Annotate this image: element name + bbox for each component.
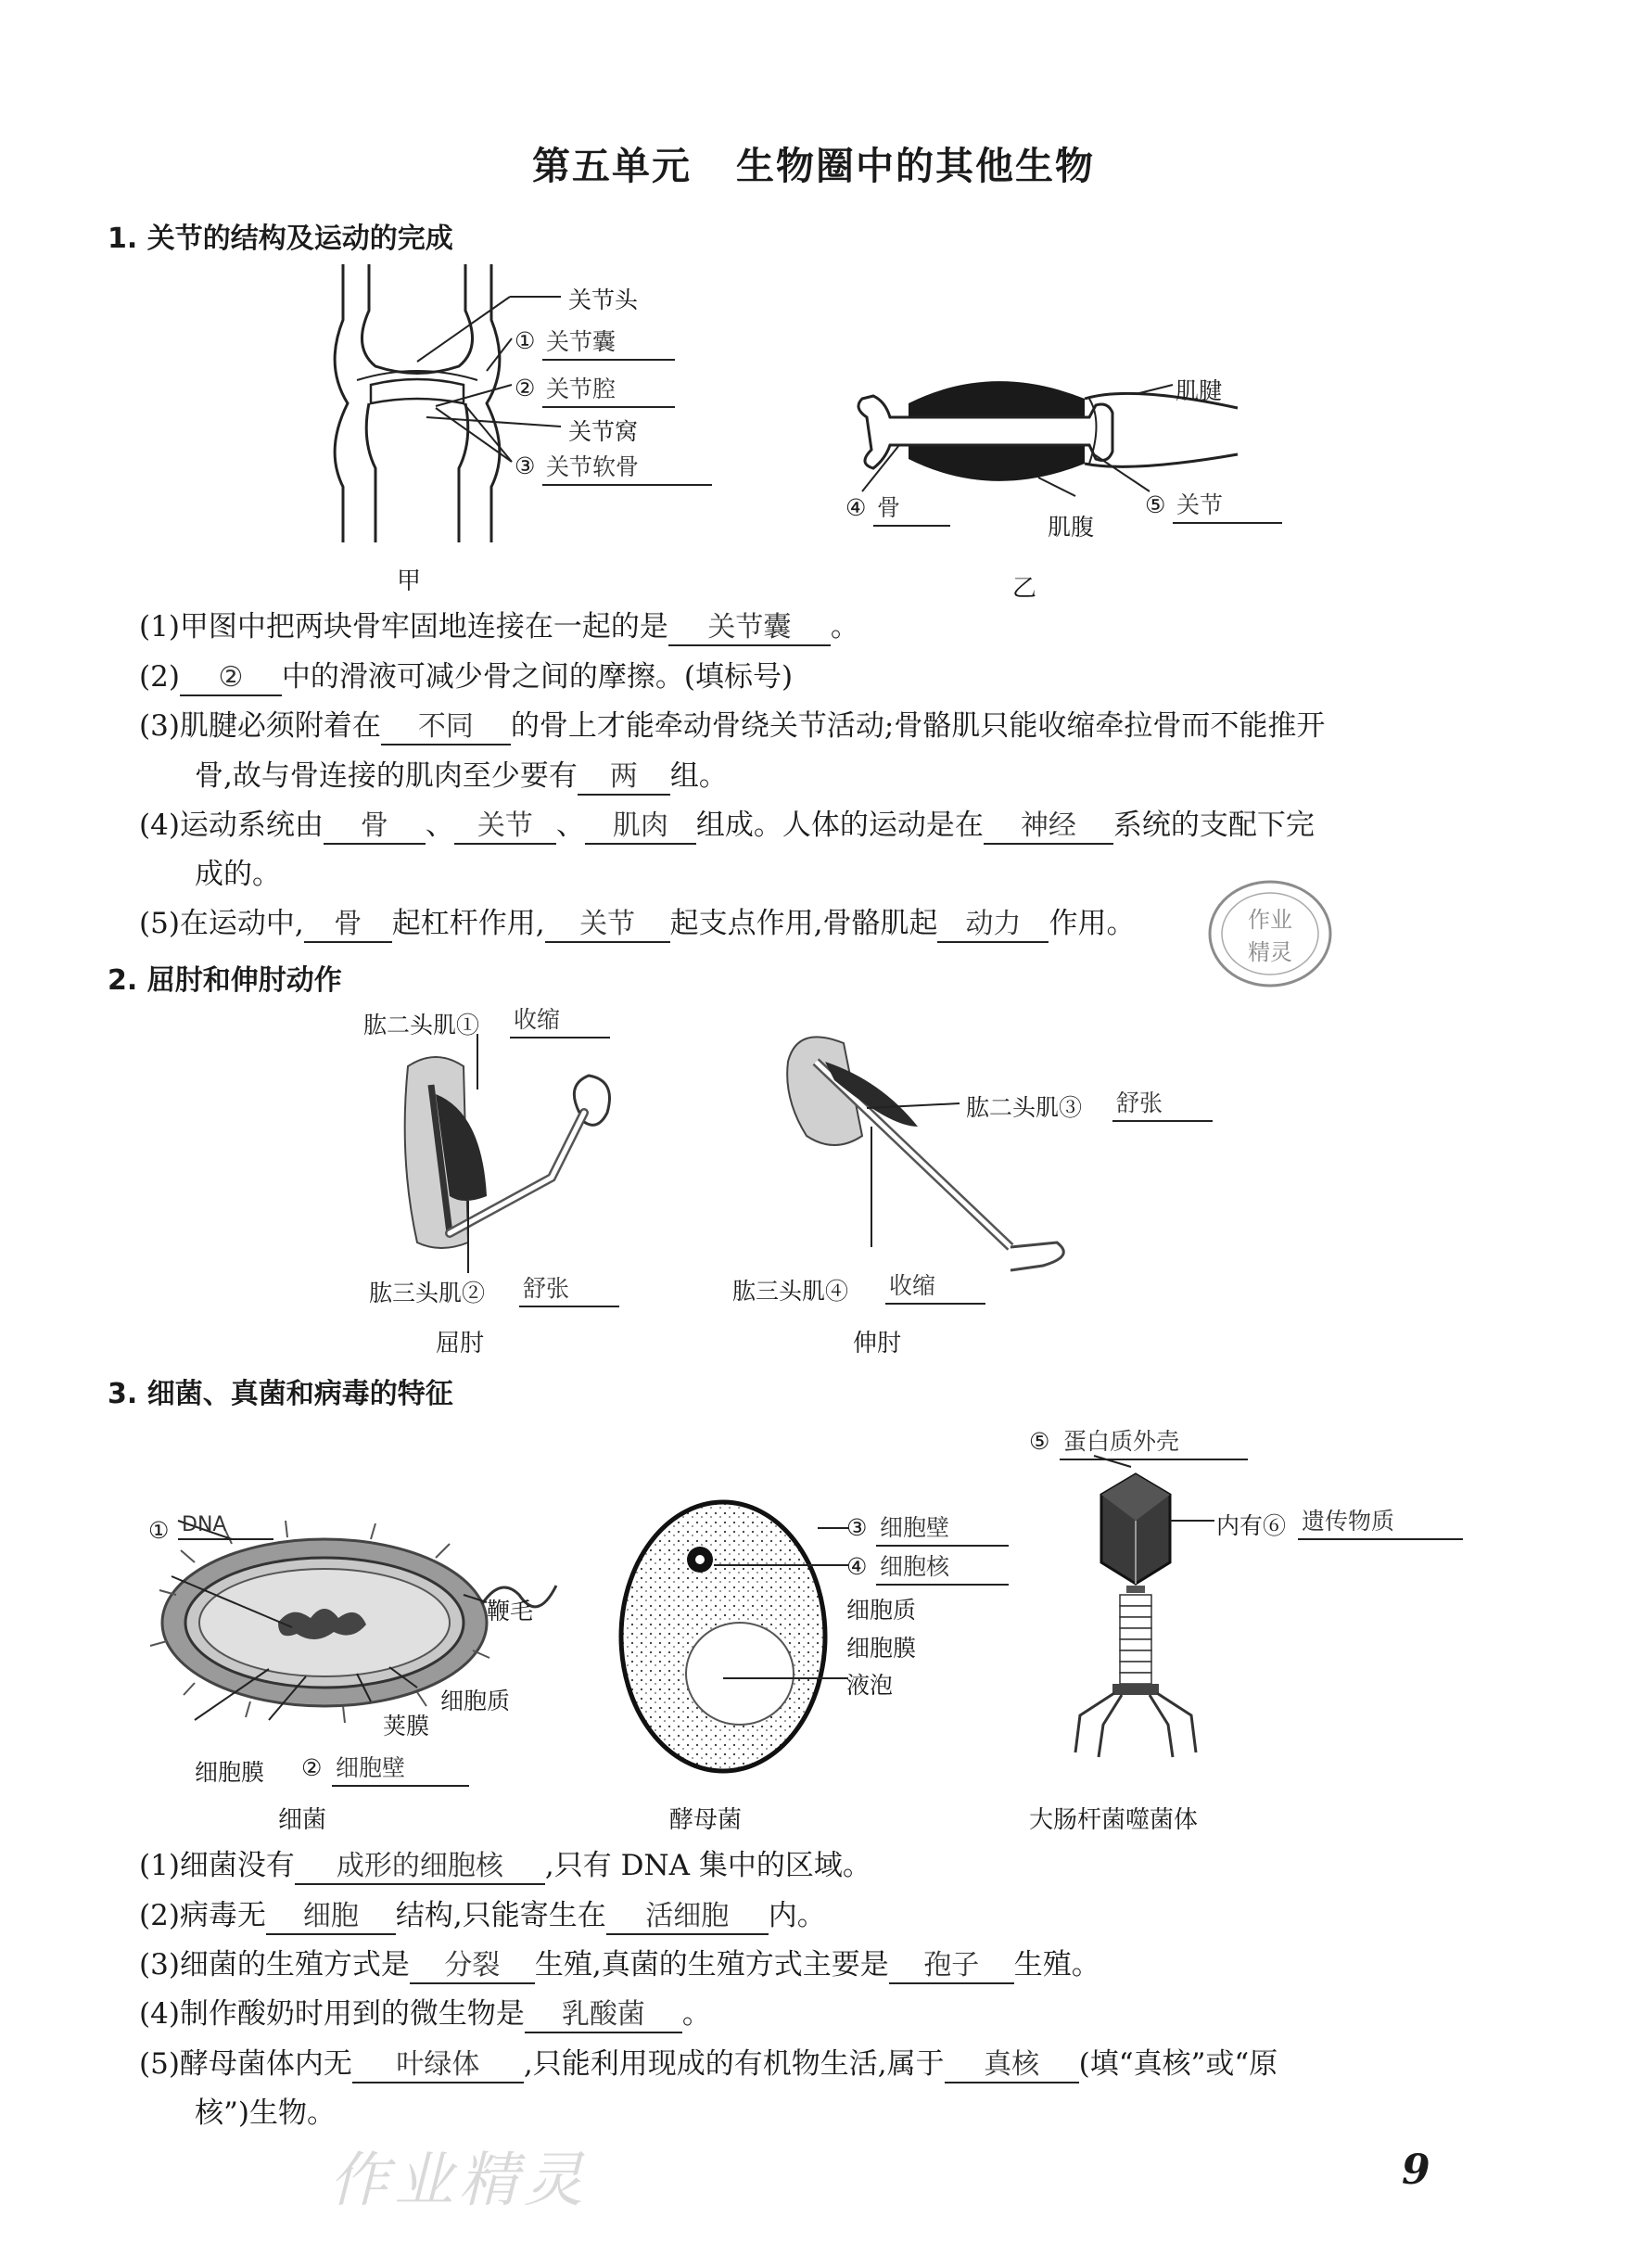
s3-q2: (2)病毒无 细胞 结构,只能寄生在 活细胞 内。 [139,1897,826,1935]
section3-heading: 3. 细菌、真菌和病毒的特征 [108,1378,453,1410]
s3-q3-blank1: 分裂 [410,1949,535,1984]
label-yeast-membrane: 细胞膜 [846,1635,917,1662]
label-triceps-4: 肱三头肌④ [732,1278,849,1305]
label-num-1-bact: ① [148,1517,170,1544]
flexed-arm-leaders [464,1034,491,1275]
label-triceps-2: 肱三头肌② [369,1280,486,1306]
label-tendon: 肌腱 [1176,377,1223,404]
answer-joint-cavity: 关节腔 [542,371,675,408]
answer-bact-wall: 细胞壁 [332,1750,469,1787]
label-bact-membrane: 细胞膜 [195,1759,265,1786]
section2-heading: 2. 屈肘和伸肘动作 [108,964,342,997]
s3-q2-blank1: 细胞 [266,1900,396,1935]
s3-q1-blank: 成形的细胞核 [295,1850,545,1885]
caption-bacteria: 细菌 [278,1806,327,1834]
caption-extend: 伸肘 [853,1330,902,1357]
s1-q3-blank2: 两 [578,760,670,796]
s1-q5: (5)在运动中, 骨 起杠杆作用, 关节 起支点作用,骨骼肌起 动力 作用。 [139,905,1135,943]
s1-q1-blank: 关节囊 [668,611,831,646]
s1-q5-blank3: 动力 [937,908,1049,943]
s1-q4-line2: 成的。 [195,858,281,891]
label-num-3-yeast: ③ [846,1514,868,1541]
label-inside-6: 内有⑥ [1216,1512,1287,1539]
s3-q3-blank2: 孢子 [889,1949,1014,1984]
answer-dna: DNA [178,1513,273,1540]
answer-protein-shell: 蛋白质外壳 [1060,1423,1248,1460]
s3-q4-blank: 乳酸菌 [525,1998,682,2033]
s3-q5: (5)酵母菌体内无 叶绿体 ,只能利用现成的有机物生活,属于 真核 (填“真核”或“原 [139,2045,1277,2083]
answer-yeast-wall: 细胞壁 [876,1510,1009,1547]
s1-q4-blank4: 神经 [984,809,1113,845]
answer-genetic-material: 遗传物质 [1298,1503,1463,1540]
s1-q4-blank2: 关节 [454,809,556,845]
flexed-arm-diagram [399,1048,621,1261]
s1-q2: (2) ② 中的滑液可减少骨之间的摩擦。(填标号) [139,658,793,696]
s3-q4: (4)制作酸奶时用到的微生物是 乳酸菌 。 [139,1995,711,2033]
label-num-3: ③ [515,452,536,479]
answer-yeast-nucleus: 细胞核 [876,1548,1009,1586]
stamp-text-2: 精灵 [1248,939,1292,965]
label-num-2-bact: ② [301,1754,323,1781]
s3-q3: (3)细菌的生殖方式是 分裂 生殖,真菌的生殖方式主要是 孢子 生殖。 [139,1946,1100,1984]
yeast-diagram [612,1484,853,1780]
label-flagellum: 鞭毛 [487,1598,534,1625]
label-capsule: 荚膜 [383,1713,430,1739]
s1-q1: (1)甲图中把两块骨牢固地连接在一起的是 关节囊 。 [139,608,859,646]
s1-q3: (3)肌腱必须附着在 不同 的骨上才能牵动骨绕关节活动;骨骼肌只能收缩牵拉骨而不能推开 [139,707,1325,745]
answer-bone: 骨 [873,490,950,527]
caption-phage: 大肠杆菌噬菌体 [1029,1806,1199,1834]
label-bact-cytoplasm: 细胞质 [440,1688,511,1714]
answer-joint-capsule: 关节囊 [542,324,675,361]
label-num-5: ⑤ [1145,491,1166,518]
label-joint-head: 关节头 [568,287,639,313]
s1-q5-blank1: 骨 [304,908,392,943]
watermark: 作业精灵 [329,2147,589,2215]
s3-q5-blank2: 真核 [945,2048,1079,2083]
label-num-1: ① [515,327,536,354]
answer-cartilage: 关节软骨 [542,449,712,486]
s1-q4-blank1: 骨 [324,809,426,845]
answer-triceps-2: 舒张 [519,1270,619,1307]
label-num-2: ② [515,375,536,401]
s3-q5-line2: 核”)生物。 [195,2096,336,2130]
answer-biceps-1: 收缩 [510,1001,610,1038]
caption-yeast: 酵母菌 [669,1806,743,1834]
answer-biceps-3: 舒张 [1112,1085,1213,1122]
s1-q5-blank2: 关节 [545,908,670,943]
s3-q2-blank2: 活细胞 [606,1900,769,1935]
s1-q2-blank: ② [180,661,282,696]
label-num-5-phage: ⑤ [1029,1428,1050,1455]
unit-title: 第五单元 [532,144,692,188]
s1-q3-blank1: 不同 [381,710,511,745]
label-num-4-yeast: ④ [846,1553,868,1580]
label-num-4: ④ [845,494,867,521]
answer-joint: 关节 [1173,487,1282,524]
s1-q3-line2: 骨,故与骨连接的肌肉至少要有 两 组。 [195,758,728,796]
s3-q1: (1)细菌没有 成形的细胞核 ,只有 DNA 集中的区域。 [139,1847,871,1885]
page-title [0,135,1627,190]
label-joint-socket: 关节窝 [568,418,639,445]
extended-arm-leaders [867,1089,960,1275]
label-muscle-belly: 肌腹 [1048,514,1095,541]
caption-yi: 乙 [1012,575,1037,603]
section1-heading: 1. 关节的结构及运动的完成 [108,223,453,255]
label-biceps-1: 肱二头肌① [363,1012,480,1038]
caption-jia: 甲 [397,567,422,595]
caption-flex: 屈肘 [436,1330,485,1357]
label-vacuole: 液泡 [846,1672,894,1699]
phage-diagram [1057,1456,1233,1762]
unit-name: 生物圈中的其他生物 [736,144,1095,188]
stamp-logo [1205,876,1335,992]
stamp-text-1: 作业 [1248,907,1292,933]
s1-q4-blank3: 肌肉 [585,809,696,845]
answer-triceps-4: 收缩 [885,1268,985,1305]
label-yeast-cytoplasm: 细胞质 [846,1597,917,1624]
s1-q4: (4)运动系统由 骨 、 关节 、 肌肉 组成。人体的运动是在 神经 系统的支配下完 [139,807,1315,845]
page-number: 9 [1402,2147,1430,2194]
label-biceps-3: 肱二头肌③ [966,1094,1083,1121]
s3-q5-blank1: 叶绿体 [352,2048,524,2083]
